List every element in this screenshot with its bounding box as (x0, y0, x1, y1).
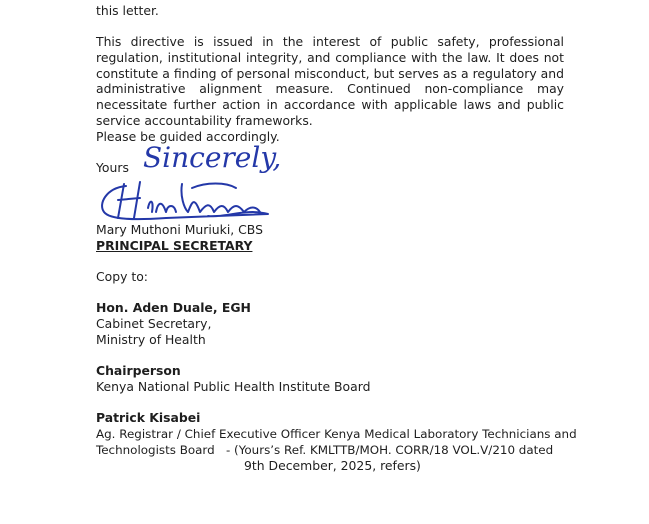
signature-drawing (96, 178, 276, 228)
recipient-line: Cabinet Secretary, (96, 316, 212, 331)
closing-word: Yours (96, 160, 129, 175)
copy-to-label: Copy to: (96, 269, 148, 284)
recipient-name: Patrick Kisabei (96, 410, 201, 425)
signatory-title: PRINCIPAL SECRETARY (96, 238, 253, 253)
recipient-line: Technologists Board - (Yours’s Ref. KMLTTB/MOH. CORR/18 VOL.V/210 dated (96, 443, 554, 457)
recipient-line: Ag. Registrar / Chief Executive Officer Kenya Medical Laboratory Technicians and (96, 427, 577, 441)
guidance-line: Please be guided accordingly. (96, 129, 280, 144)
recipient-line: Kenya National Public Health Institute Board (96, 379, 371, 394)
recipient-name: Hon. Aden Duale, EGH (96, 300, 251, 315)
recipient-line: Ministry of Health (96, 332, 206, 347)
directive-paragraph: This directive is issued in the interest of public safety, professional regulation, institutional integrity, and compliance with the law. It does not constitute a finding of personal misconduct, but serves as a regulatory and administrative alignment measure. Continued non-compliance may necessitate further action in accordance with applicable laws and public service accountability frameworks. (96, 34, 564, 128)
recipient-name: Chairperson (96, 363, 181, 378)
recipient-line: 9th December, 2025, refers) (244, 458, 421, 473)
intro-tail: this letter. (96, 3, 159, 18)
handwritten-sincerely: Sincerely, (143, 141, 282, 174)
signatory-name: Mary Muthoni Muriuki, CBS (96, 222, 263, 237)
